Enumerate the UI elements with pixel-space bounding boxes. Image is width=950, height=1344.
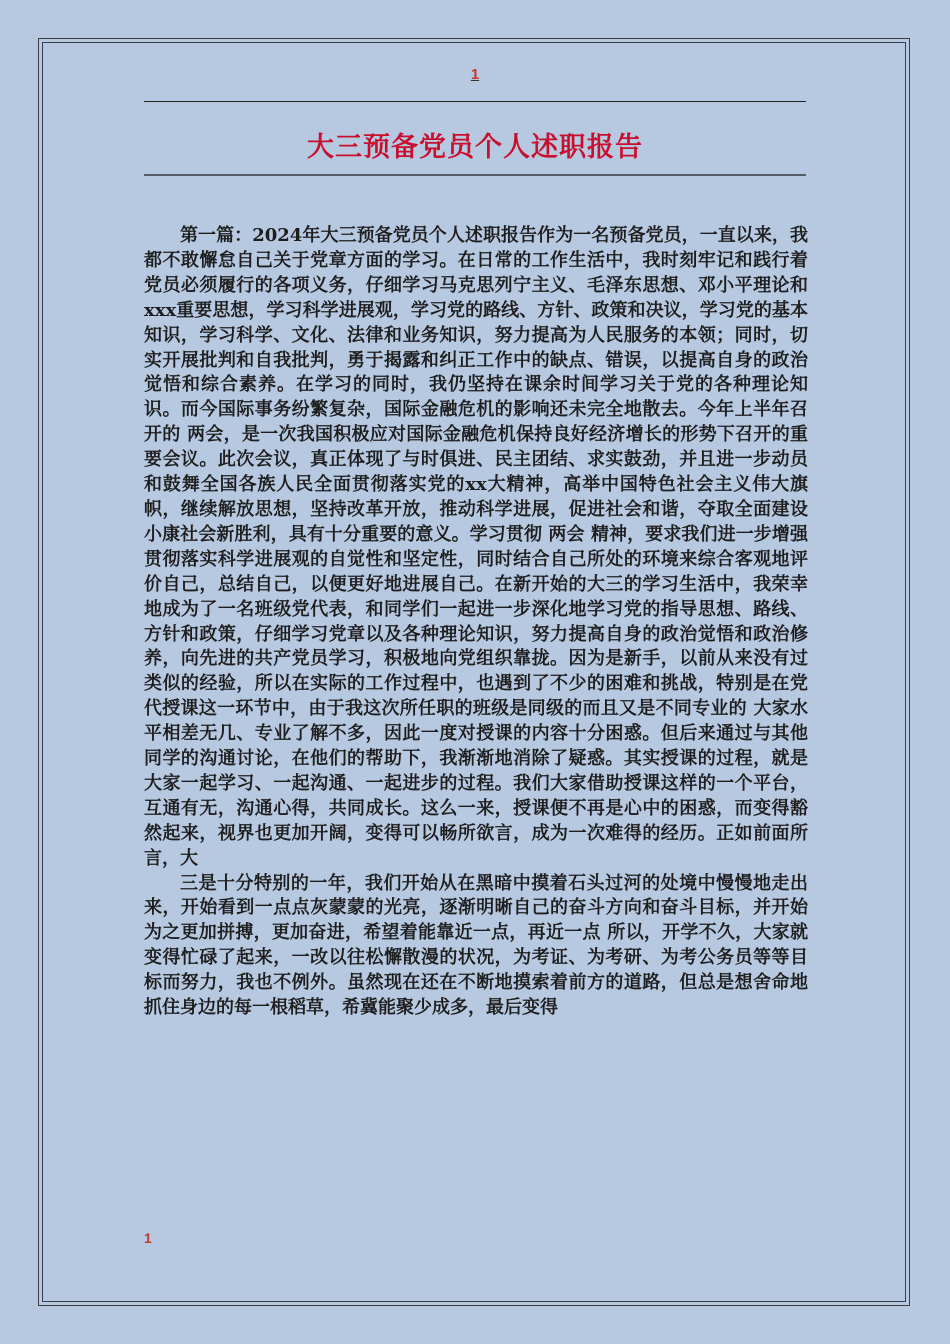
footer-page-number: 1 (144, 1230, 152, 1246)
document-title: 大三预备党员个人述职报告 (307, 132, 643, 163)
body-paragraph-2: 三是十分特别的一年，我们开始从在黑暗中摸着石头过河的处境中慢慢地走出来，开始看到一点点灰蒙蒙的光亮，逐渐明晰自己的奋斗方向和奋斗目标，并开始为之更加拼搏，更加奋进，希望着能靠近一点，再近一点 所以，开学不久，大家就变得忙碌了起来，一改以往松懈散漫的状况，为考证、为考研、为考公务员等等目标而努力，我也不例外。虽然现在还在不断地摸索着前方的道路，但总是想舍命地抓住身边的每一根稻草，希冀能聚少成多，最后变得 (144, 872, 808, 1019)
header-page-number: 1 (470, 66, 480, 83)
body-paragraph-1: 第一篇：2024年大三预备党员个人述职报告作为一名预备党员，一直以来，我都不敢懈怠自己关于党章方面的学习。在日常的工作生活中，我时刻牢记和践行着党员必须履行的各项义务，仔细学习马克思列宁主义、毛泽东思想、邓小平理论和xxx重要思想，学习科学进展观，学习党的路线、方针、政策和决议，学习党的基本知识，学习科学、文化、法律和业务知识，努力提高为人民服务的本领；同时，切实开展批判和自我批判，勇于揭露和纠正工作中的缺点、错误，以提高自身的政治觉悟和综合素养。在学习的同时，我仍坚持在课余时间学习关于党的各种理论知识。而今国际事务纷繁复杂，国际金融危机的影响还未完全地散去。今年上半年召开的 两会，是一次我国积极应对国际金融危机保持良好经济增长的形势下召开的重要会议。此次会议，真正体现了与时俱进、民主团结、求实鼓劲，并且进一步动员和鼓舞全国各族人民全面贯彻落实党的xx大精神，高举中国特色社会主义伟大旗帜，继续解放思想，坚持改革开放，推动科学进展，促进社会和谐，夺取全面建设小康社会新胜利，具有十分重要的意义。学习贯彻 两会 精神，要求我们进一步增强贯彻落实科学进展观的自觉性和坚定性，同时结合自己所处的环境来综合客观地评价自己，总结自己，以便更好地进展自己。在新开始的大三的学习生活中，我荣幸地成为了一名班级党代表，和同学们一起进一步深化地学习党的指导思想、路线、方针和政策，仔细学习党章以及各种理论知识，努力提高自身的政治觉悟和政治修养，向先进的共产党员学习，积极地向党组织靠拢。因为是新手，以前从来没有过类似的经验，所以在实际的工作过程中，也遇到了不少的困难和挑战，特别是在党代授课这一环节中，由于我这次所任职的班级是同级的而且又是不同专业的 大家水平相差无几、专业了解不多，因此一度对授课的内容十分困惑。但后来通过与其他同学的沟通讨论，在他们的帮助下，我渐渐地消除了疑惑。其实授课的过程，就是大家一起学习、一起沟通、一起进步的过程。我们大家借助授课这样的一个平台，互通有无，沟通心得，共同成长。这么一来，授课便不再是心中的困惑，而变得豁然起来，视界也更加开阔，变得可以畅所欲言，成为一次难得的经历。正如前面所言，大 (144, 225, 808, 869)
header-divider (144, 101, 806, 102)
title-divider (144, 174, 806, 176)
document-body (144, 224, 808, 1021)
